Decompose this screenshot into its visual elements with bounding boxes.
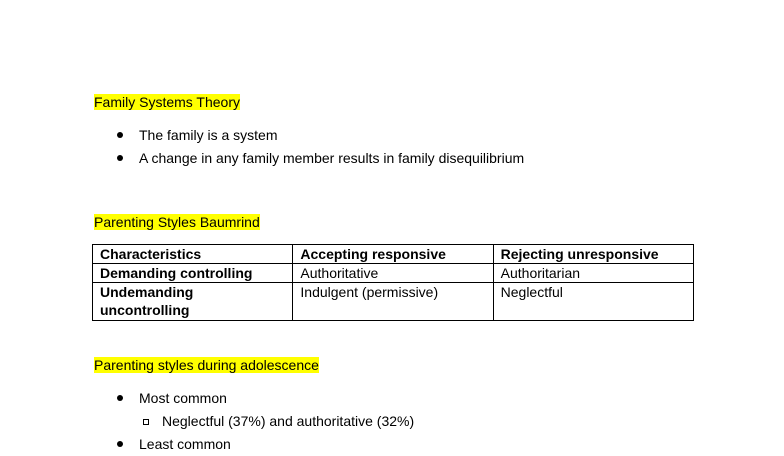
table-row-label: Undemanding uncontrolling bbox=[93, 283, 293, 321]
heading-family-systems bbox=[93, 92, 241, 112]
list-item bbox=[93, 124, 524, 147]
table-cell: Authoritarian bbox=[493, 264, 693, 283]
list-item bbox=[93, 147, 524, 170]
family-systems-list bbox=[93, 124, 524, 170]
bullet-icon bbox=[117, 395, 123, 401]
sub-list-item-text: Neglectful (37%) and authoritative (32%) bbox=[162, 413, 415, 429]
heading-baumrind bbox=[93, 212, 261, 232]
heading-adolescence bbox=[93, 355, 320, 375]
adolescence-list bbox=[93, 387, 414, 456]
table-row bbox=[93, 264, 694, 283]
list-item bbox=[93, 433, 414, 456]
heading-adolescence-text: Parenting styles during adolescence bbox=[94, 357, 319, 373]
bullet-icon bbox=[117, 132, 123, 138]
bullet-icon bbox=[117, 441, 123, 447]
list-item-text: Most common bbox=[139, 390, 227, 406]
heading-baumrind-text: Parenting Styles Baumrind bbox=[94, 214, 260, 230]
list-item-text: The family is a system bbox=[139, 127, 278, 143]
table-row-label: Demanding controlling bbox=[93, 264, 293, 283]
bullet-icon bbox=[117, 155, 123, 161]
list-item bbox=[93, 387, 414, 410]
table-cell: Authoritative bbox=[293, 264, 493, 283]
table-header-cell: Accepting responsive bbox=[293, 245, 493, 264]
table-cell: Indulgent (permissive) bbox=[293, 283, 493, 321]
table-header-cell: Rejecting unresponsive bbox=[493, 245, 693, 264]
table-header-cell: Characteristics bbox=[93, 245, 293, 264]
list-item-text: Least common bbox=[139, 436, 231, 452]
table-cell: Neglectful bbox=[493, 283, 693, 321]
table-row bbox=[93, 283, 694, 321]
heading-family-systems-text: Family Systems Theory bbox=[94, 94, 240, 110]
table-header-row bbox=[93, 245, 694, 264]
list-item-text: A change in any family member results in family disequilibrium bbox=[139, 150, 525, 166]
sub-list-item bbox=[93, 410, 414, 433]
square-bullet-icon bbox=[143, 419, 149, 425]
parenting-styles-table bbox=[92, 244, 694, 321]
